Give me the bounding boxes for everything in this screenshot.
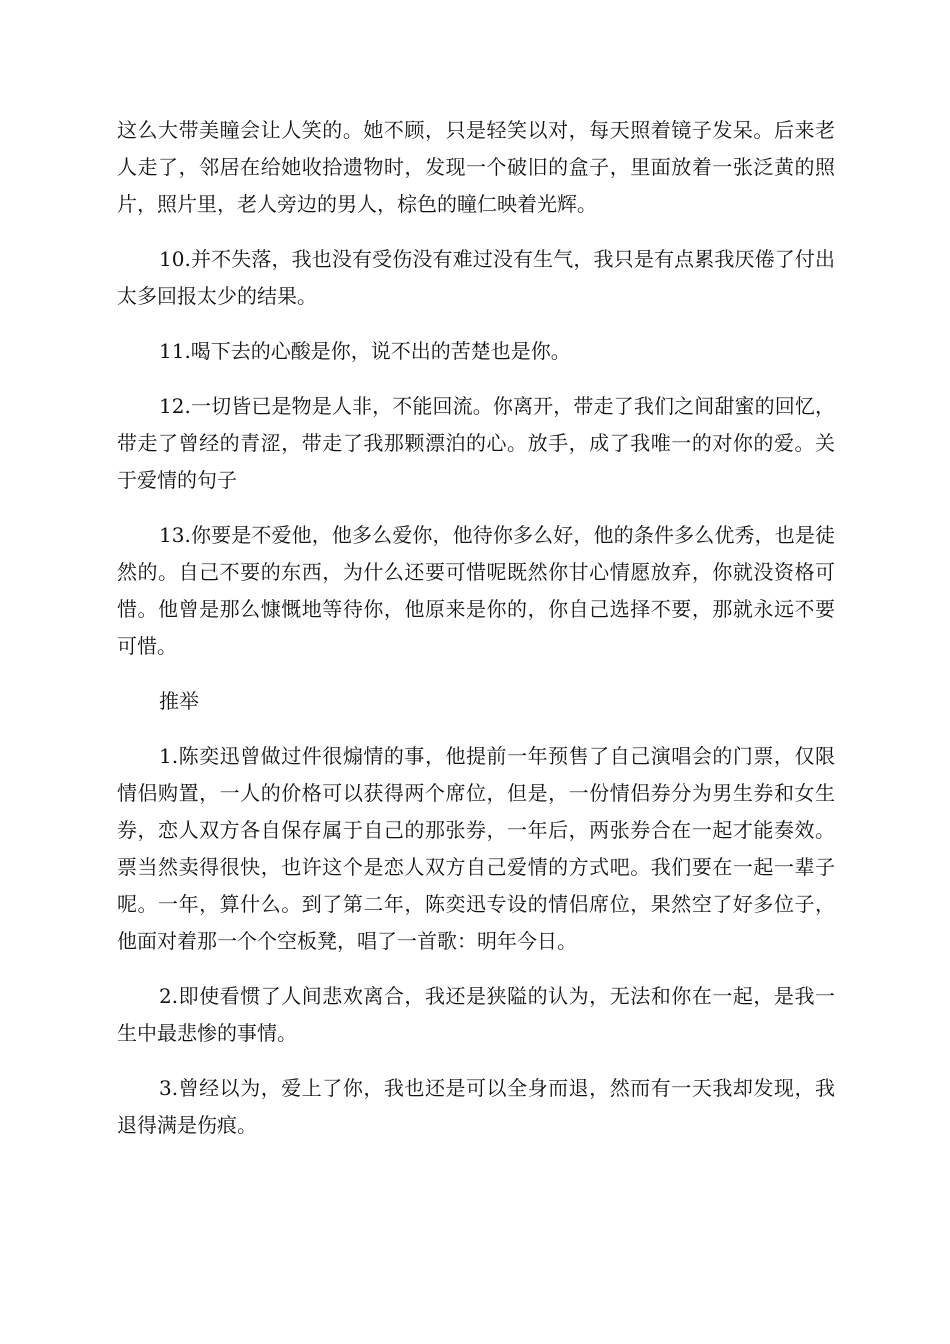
document-page (117, 112, 835, 1162)
paragraph-item-10: 10.并不失落，我也没有受伤没有难过没有生气，我只是有点累我厌倦了付出太多回报太少的结果。 (117, 247, 835, 308)
paragraph-item-12: 12.一切皆已是物是人非，不能回流。你离开，带走了我们之间甜蜜的回忆，带走了曾经的青涩，带走了我那颗漂泊的心。放手，成了我唯一的对你的爱。关于爱情的句子 (117, 394, 835, 492)
paragraph-continuation: 这么大带美瞳会让人笑的。她不顾，只是轻笑以对，每天照着镜子发呆。后来老人走了，邻居在给她收拾遗物时，发现一个破旧的盒子，里面放着一张泛黄的照片，照片里，老人旁边的男人，棕色的瞳仁映着光辉。 (117, 118, 835, 216)
paragraph-item-3: 3.曾经以为，爱上了你，我也还是可以全身而退，然而有一天我却发现，我退得满是伤痕。 (117, 1076, 835, 1137)
paragraph-item-11: 11.喝下去的心酸是你，说不出的苦楚也是你。 (159, 339, 571, 363)
paragraph-item-13: 13.你要是不爱他，他多么爱你，他待你多么好，他的条件多么优秀，也是徒然的。自己不要的东西，为什么还要可惜呢既然你甘心情愿放弃，你就没资格可惜。他曾是那么慷慨地等待你，他原来是你的，你自己选择不要，那就永远不要可惜。 (117, 523, 835, 658)
paragraph-item-1: 1.陈奕迅曾做过件很煽情的事，他提前一年预售了自己演唱会的门票，仅限情侣购置，一人的价格可以获得两个席位，但是，一份情侣券分为男生券和女生券，恋人双方各自保存属于自己的那张券，一年后，两张券合在一起才能奏效。票当然卖得很快，也许这个是恋人双方自己爱情的方式吧。我们要在一起一辈子呢。一年，算什么。到了第二年，陈奕迅专设的情侣席位，果然空了好多位子，他面对着那一个个空板凳，唱了一首歌：明年今日。 (117, 744, 835, 953)
section-heading: 推举 (159, 689, 199, 713)
paragraph-item-2: 2.即使看惯了人间悲欢离合，我还是狭隘的认为，无法和你在一起，是我一生中最悲惨的事情。 (117, 984, 835, 1045)
